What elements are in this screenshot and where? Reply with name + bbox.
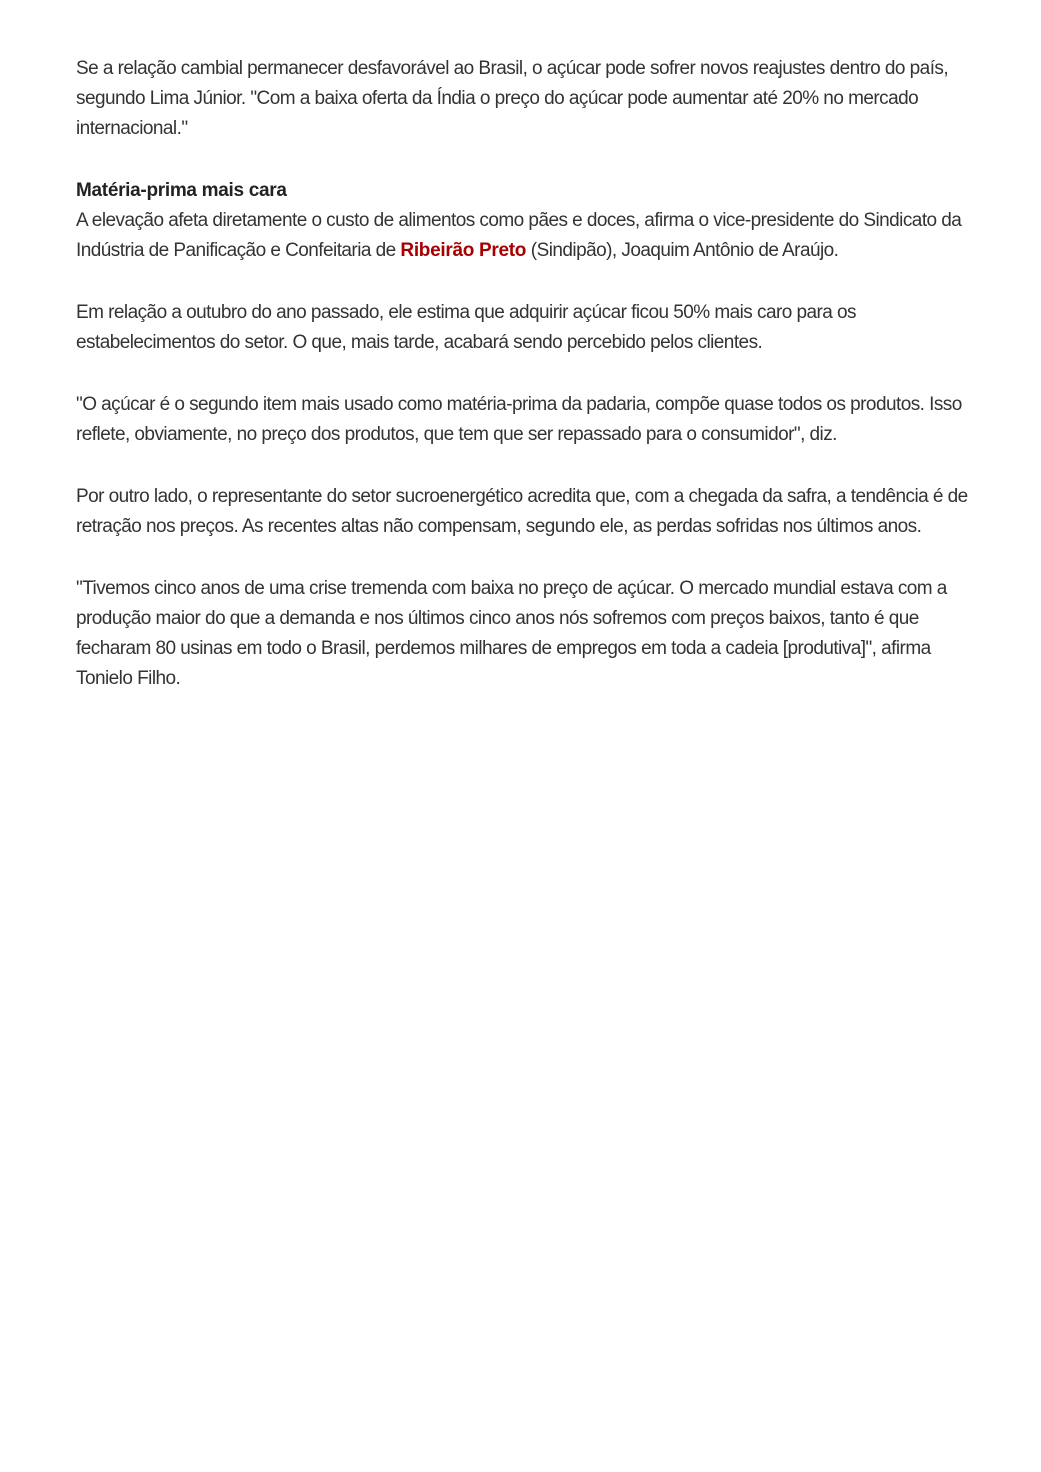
paragraph-raw-material [76, 176, 976, 266]
paragraph-exchange-rate: Se a relação cambial permanecer desfavorável ao Brasil, o açúcar pode sofrer novos reajustes dentro do país, segundo Lima Júnior. "Com a baixa oferta da Índia o preço do açúcar pode aumentar até 20% no mercado internacional." [76, 58, 949, 139]
paragraph-price-increase: Em relação a outubro do ano passado, ele estima que adquirir açúcar ficou 50% mais caro para os estabelecimentos do setor. O que, mais tarde, acabará sendo percebido pelos clientes. [76, 302, 857, 353]
ribeirao-preto-link[interactable]: Ribeirão Preto [400, 240, 527, 261]
paragraph-crisis-quote: "Tivemos cinco anos de uma crise tremenda com baixa no preço de açúcar. O mercado mundial estava com a produção maior do que a demanda e nos últimos cinco anos nós sofremos com preços baixos, tanto é que fecharam 80 usinas em todo o Brasil, perdemos milhares de empregos em toda a cadeia [produtiva]", afirma Tonielo Filho. [76, 578, 947, 689]
paragraph-bakery-quote: "O açúcar é o segundo item mais usado como matéria-prima da padaria, compõe quase todos os produtos. Isso reflete, obviamente, no preço dos produtos, que tem que ser repassado para o consumidor", diz. [76, 394, 962, 445]
article-body [76, 54, 976, 726]
section-heading: Matéria-prima mais cara [76, 180, 287, 201]
paragraph-text-before-link: A elevação afeta diretamente o custo de alimentos como pães e doces, afirma o vice-presidente do Sindicato da Indústria de Panificação e Confeitaria de [76, 210, 962, 261]
paragraph-text-after-link: (Sindipão), Joaquim Antônio de Araújo. [526, 240, 839, 261]
paragraph-harvest-outlook: Por outro lado, o representante do setor sucroenergético acredita que, com a chegada da safra, a tendência é de retração nos preços. As recentes altas não compensam, segundo ele, as perdas sofridas nos últimos anos. [76, 486, 968, 537]
